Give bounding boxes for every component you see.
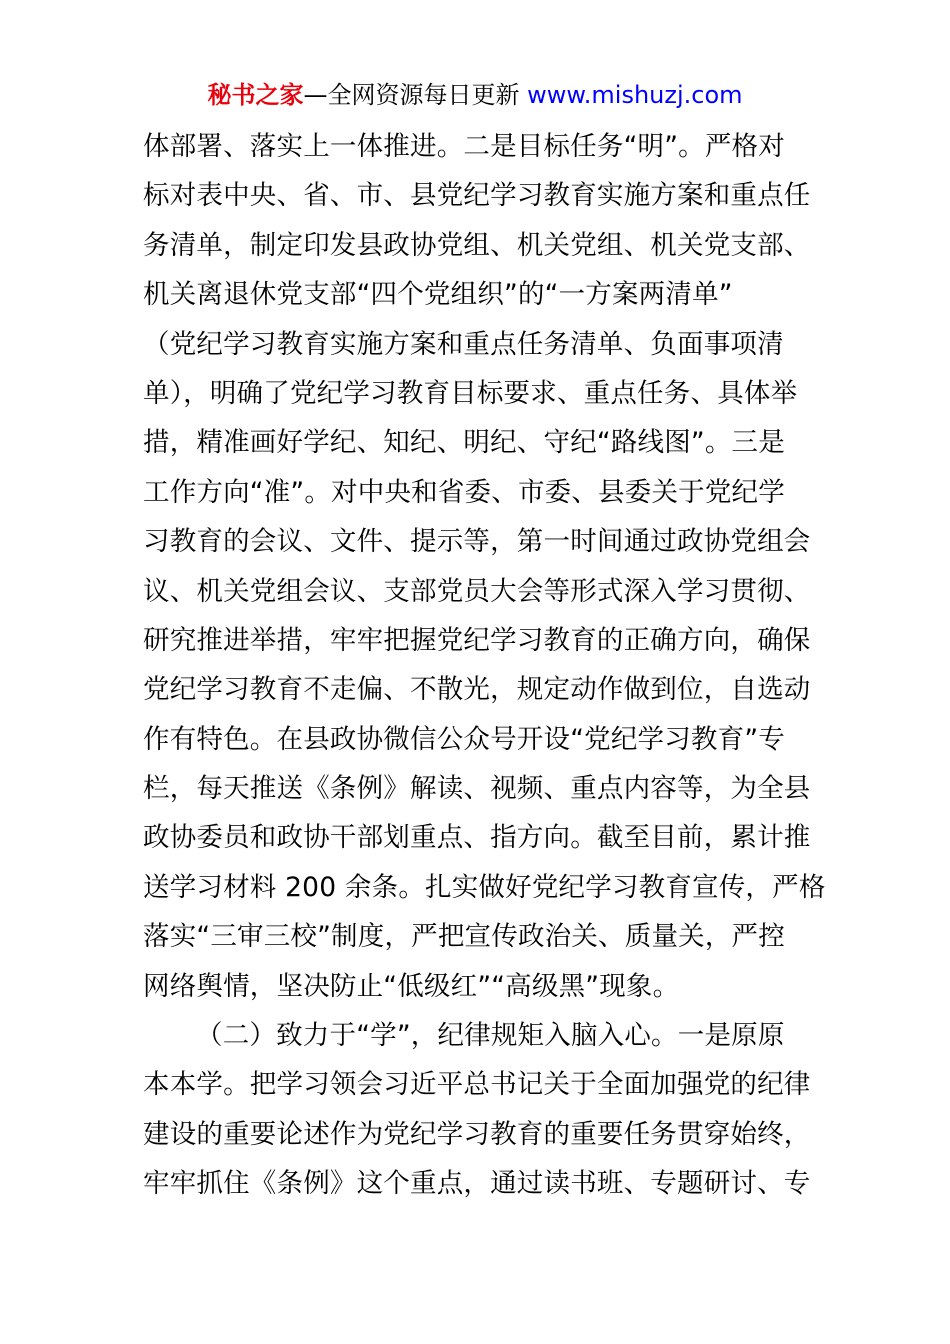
section-heading-line: （二）致力于“学”，纪律规矩入脑入心。一是原原 (196, 1020, 785, 1052)
text-line: 栏，每天推送《条例》解读、视频、重点内容等，为全县 (143, 773, 811, 805)
text-line: 机关离退休党支部“四个党组织”的“一方案两清单” (143, 279, 733, 311)
brand-name: 秘书之家 (207, 81, 304, 109)
text-line: 网络舆情，坚决防止“低级红”“高级黑”现象。 (143, 970, 680, 1002)
text-line: 工作方向“准”。对中央和省委、市委、县委关于党纪学 (143, 476, 785, 508)
text-line: 牢牢抓住《条例》这个重点，通过读书班、专题研讨、专 (143, 1168, 811, 1200)
text-line: 单），明确了党纪学习教育目标要求、重点任务、具体举 (143, 377, 798, 409)
text-line: 建设的重要论述作为党纪学习教育的重要任务贯穿始终， (143, 1118, 811, 1150)
text-line: 作有特色。在县政协微信公众号开设“党纪学习教育”专 (143, 723, 785, 755)
text-line: （党纪学习教育实施方案和重点任务清单、负面事项清 (143, 328, 784, 360)
site-url-link[interactable]: www.mishuzj.com (527, 81, 743, 109)
text-line: 标对表中央、省、市、县党纪学习教育实施方案和重点任 (143, 180, 811, 212)
text-line: 议、机关党组会议、支部党员大会等形式深入学习贯彻、 (143, 575, 811, 607)
text-line: 送学习材料 200 余条。扎实做好党纪学习教育宣传，严格 (143, 871, 826, 903)
header-tagline: —全网资源每日更新 (303, 81, 520, 109)
text-line: 党纪学习教育不走偏、不散光，规定动作做到位，自选动 (143, 674, 811, 706)
text-line: 习教育的会议、文件、提示等，第一时间通过政协党组会 (143, 526, 811, 558)
text-line: 体部署、落实上一体推进。二是目标任务“明”。严格对 (143, 131, 785, 162)
text-line: 政协委员和政协干部划重点、指方向。截至目前，累计推 (143, 822, 811, 854)
text-line: 研究推进举措，牢牢把握党纪学习教育的正确方向，确保 (143, 624, 811, 656)
text-line: 本本学。把学习领会习近平总书记关于全面加强党的纪律 (143, 1069, 811, 1101)
text-line: 落实“三审三校”制度，严把宣传政治关、质量关，严控 (143, 921, 785, 953)
text-line: 措，精准画好学纪、知纪、明纪、守纪“路线图”。三是 (143, 427, 785, 459)
document-body (143, 122, 826, 1209)
text-line: 务清单，制定印发县政协党组、机关党组、机关党支部、 (143, 229, 811, 261)
site-header (0, 80, 950, 110)
